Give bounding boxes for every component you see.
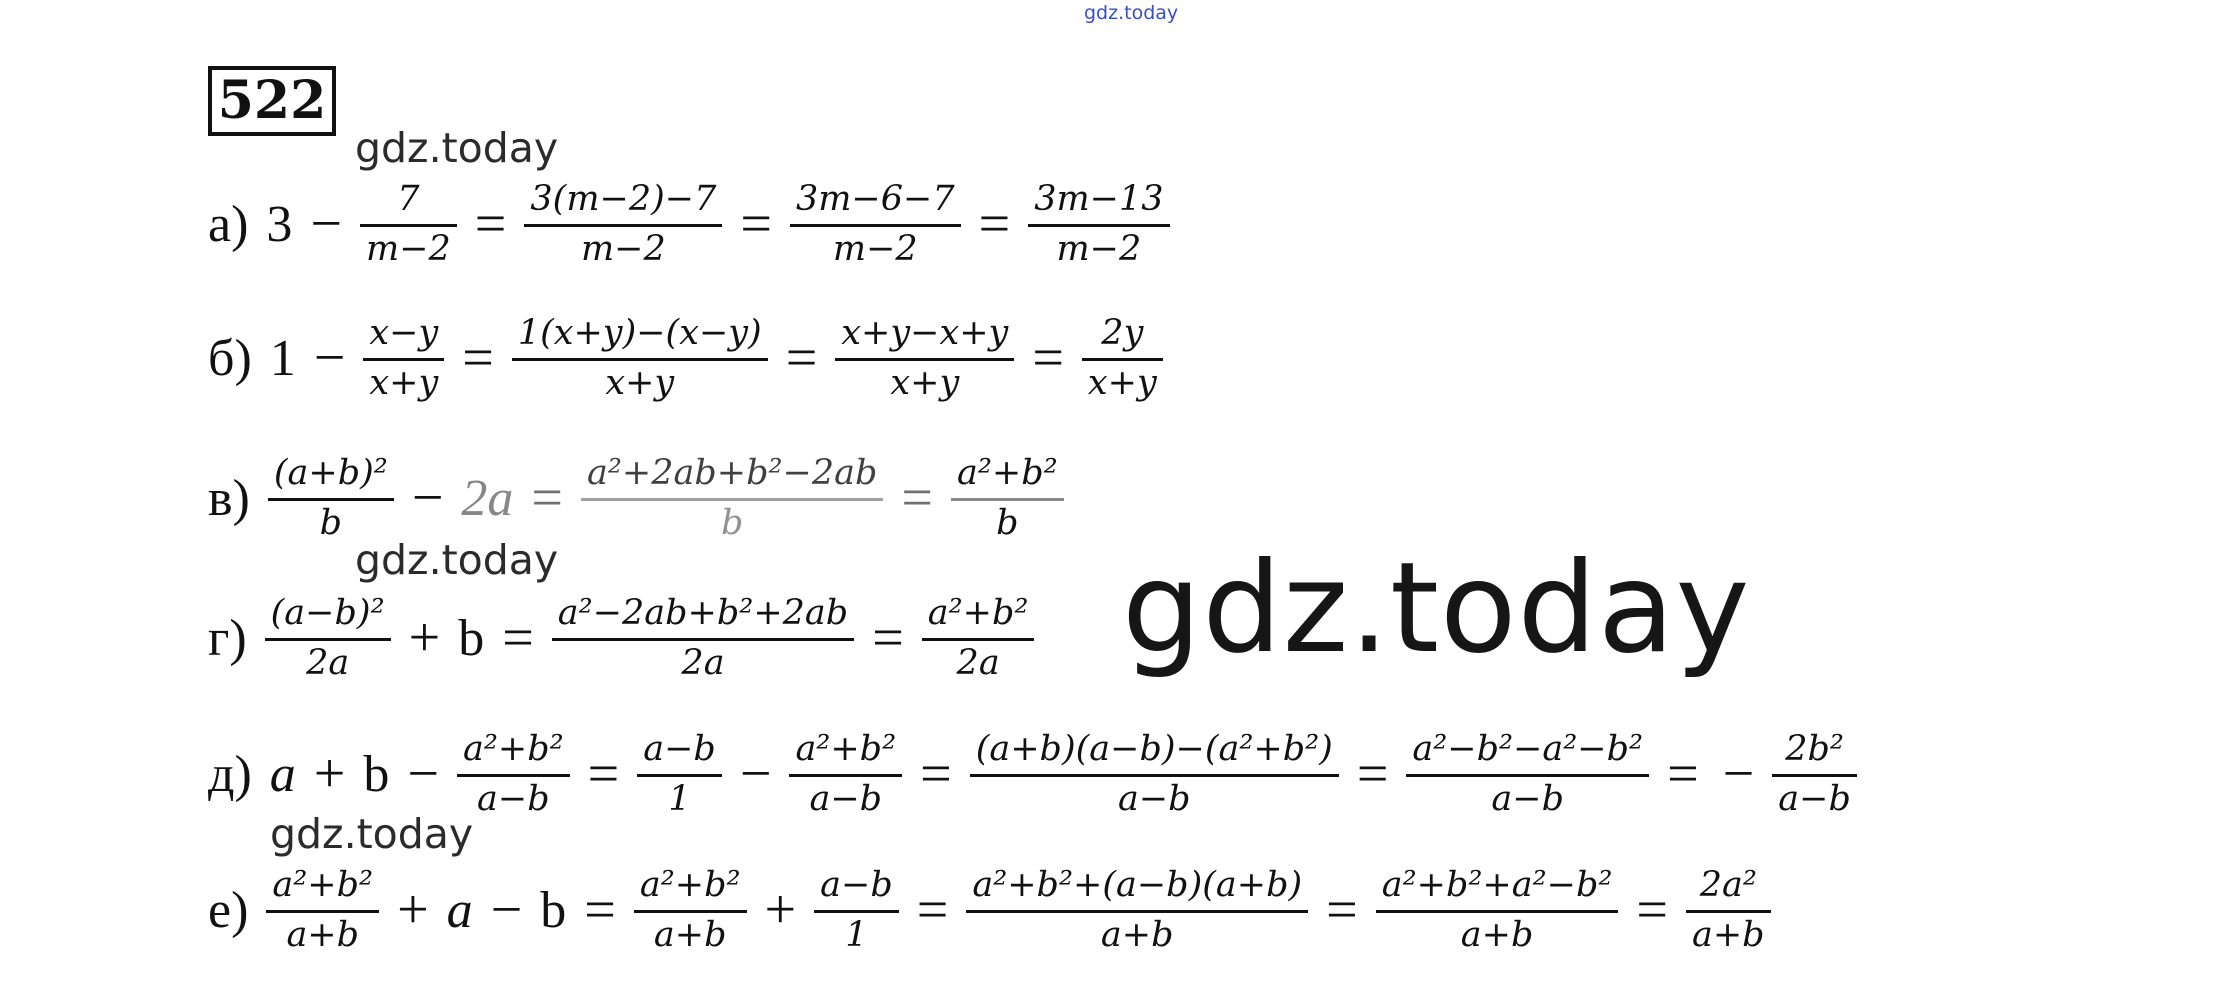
fraction-bar: [581, 498, 883, 501]
denominator: a−b: [1491, 778, 1565, 819]
problem-number-badge: 522: [208, 66, 336, 136]
equation-row-a: [208, 176, 1176, 272]
row-label: б): [208, 329, 252, 387]
fraction: [1686, 865, 1771, 955]
term: b: [540, 881, 567, 939]
denominator: a+b: [1100, 914, 1174, 955]
equals-sign: =: [502, 607, 534, 669]
row-label: г): [208, 609, 247, 667]
fraction-bar: [814, 910, 899, 913]
operator: −: [1722, 743, 1755, 805]
fraction: [966, 865, 1308, 955]
term: 1: [269, 329, 296, 387]
term: b: [458, 609, 485, 667]
numerator: a²−b²−a²−b²: [1412, 729, 1644, 770]
equation-row-d: [208, 726, 1863, 822]
operator: −: [739, 743, 772, 805]
fraction: [524, 179, 722, 269]
numerator: a²+b²+(a−b)(a+b): [972, 865, 1303, 906]
numerator: 2a²: [1699, 865, 1757, 906]
numerator: a²−2ab+b²+2ab: [557, 593, 849, 634]
numerator: a²+b²: [639, 865, 741, 906]
fraction: [1772, 729, 1857, 819]
numerator: 7: [397, 179, 420, 220]
fraction: [922, 593, 1035, 683]
denominator: a+b: [286, 914, 360, 955]
fraction: [360, 179, 457, 269]
denominator: a−b: [1778, 778, 1851, 819]
equals-sign: =: [1326, 879, 1358, 941]
equals-sign: =: [462, 327, 494, 389]
numerator: a²+b²: [272, 865, 374, 906]
numerator: a²+b²+a²−b²: [1381, 865, 1613, 906]
numerator: x−y: [369, 313, 439, 354]
operator: +: [397, 879, 429, 941]
fraction: [835, 313, 1014, 403]
numerator: a²+b²: [927, 593, 1029, 634]
site-label: gdz.today: [1084, 2, 1179, 24]
equation-row-b: [208, 310, 1169, 406]
term: 2a: [461, 469, 514, 527]
fraction-bar: [363, 358, 444, 361]
denominator: a+b: [1460, 914, 1534, 955]
fraction-bar: [552, 638, 854, 641]
equation-row-v: [208, 450, 1070, 546]
denominator: m−2: [580, 228, 666, 269]
fraction: [951, 453, 1064, 543]
fraction: [637, 729, 722, 819]
term: b: [363, 745, 390, 803]
denominator: 1: [668, 778, 691, 819]
denominator: m−2: [832, 228, 918, 269]
fraction: [581, 453, 883, 543]
denominator: a−b: [809, 778, 883, 819]
numerator: x+y−x+y: [841, 313, 1009, 354]
fraction: [1028, 179, 1169, 269]
watermark-large: gdz.today: [1122, 536, 1751, 681]
denominator: m−2: [1056, 228, 1142, 269]
fraction-bar: [835, 358, 1014, 361]
fraction-bar: [268, 498, 394, 501]
row-label: в): [208, 469, 250, 527]
operator: −: [313, 327, 346, 389]
fraction-bar: [1028, 224, 1169, 227]
equals-sign: =: [916, 879, 949, 941]
denominator: m−2: [366, 228, 451, 269]
numerator: (a+b)(a−b)−(a²+b²): [975, 729, 1333, 770]
numerator: a²+b²: [795, 729, 897, 770]
denominator: 2a: [956, 642, 1000, 683]
equals-sign: =: [901, 467, 933, 529]
fraction-bar: [789, 774, 902, 777]
denominator: 1: [845, 914, 868, 955]
equals-sign: =: [584, 879, 616, 941]
fraction: [634, 865, 747, 955]
fraction-bar: [360, 224, 457, 227]
fraction: [1376, 865, 1619, 955]
operator: −: [310, 193, 342, 255]
equals-sign: =: [474, 193, 507, 255]
watermark-small: gdz.today: [355, 536, 559, 584]
fraction-bar: [1772, 774, 1857, 777]
denominator: x+y: [605, 362, 675, 403]
fraction-bar: [637, 774, 722, 777]
denominator: a−b: [477, 778, 550, 819]
fraction: [1082, 313, 1163, 403]
fraction: [814, 865, 899, 955]
equals-sign: =: [740, 193, 772, 255]
equals-sign: =: [1032, 327, 1064, 389]
denominator: x+y: [1087, 362, 1157, 403]
numerator: 3m−13: [1034, 179, 1164, 220]
equals-sign: =: [531, 467, 564, 529]
numerator: (a+b)²: [273, 453, 388, 494]
watermark-small: gdz.today: [270, 810, 474, 858]
denominator: b: [721, 502, 744, 543]
fraction: [266, 865, 379, 955]
equals-sign: =: [785, 327, 818, 389]
fraction: [457, 729, 570, 819]
denominator: x+y: [369, 362, 439, 403]
fraction-bar: [266, 910, 379, 913]
operator: +: [408, 607, 441, 669]
fraction-bar: [512, 358, 768, 361]
fraction-bar: [1686, 910, 1771, 913]
fraction-bar: [524, 224, 722, 227]
watermark-small: gdz.today: [355, 124, 559, 172]
fraction-bar: [951, 498, 1064, 501]
numerator: 2y: [1101, 313, 1144, 354]
numerator: a²+2ab+b²−2ab: [587, 453, 878, 494]
fraction-bar: [966, 910, 1308, 913]
denominator: x+y: [890, 362, 960, 403]
fraction: [970, 729, 1339, 819]
numerator: 3(m−2)−7: [530, 179, 717, 220]
equals-sign: =: [1667, 743, 1699, 805]
equals-sign: =: [587, 743, 620, 805]
fraction: [268, 453, 394, 543]
term: a: [446, 881, 473, 939]
row-label: а): [208, 195, 249, 253]
numerator: 1(x+y)−(x−y): [517, 313, 762, 354]
fraction: [552, 593, 854, 683]
equation-row-g: [208, 590, 1040, 686]
term: 3: [266, 195, 293, 253]
fraction: [512, 313, 768, 403]
fraction-bar: [790, 224, 961, 227]
fraction: [1406, 729, 1649, 819]
fraction-bar: [265, 638, 391, 641]
denominator: a+b: [653, 914, 727, 955]
denominator: b: [319, 502, 343, 543]
fraction-bar: [970, 774, 1339, 777]
operator: +: [764, 879, 797, 941]
fraction: [789, 729, 902, 819]
operator: −: [490, 879, 523, 941]
fraction-bar: [634, 910, 747, 913]
denominator: 2a: [306, 642, 350, 683]
numerator: 3m−6−7: [795, 179, 955, 220]
fraction-bar: [922, 638, 1035, 641]
denominator: b: [996, 502, 1019, 543]
term: a: [269, 745, 296, 803]
denominator: 2a: [681, 642, 725, 683]
operator: −: [407, 743, 439, 805]
numerator: 2b²: [1785, 729, 1844, 770]
denominator: a+b: [1691, 914, 1765, 955]
denominator: a−b: [1117, 778, 1191, 819]
fraction-bar: [457, 774, 570, 777]
equals-sign: =: [1636, 879, 1668, 941]
equals-sign: =: [1356, 743, 1389, 805]
fraction-bar: [1376, 910, 1619, 913]
fraction: [790, 179, 961, 269]
fraction-bar: [1082, 358, 1163, 361]
operator: −: [411, 467, 444, 529]
equals-sign: =: [978, 193, 1011, 255]
equation-row-e: [208, 862, 1777, 958]
numerator: (a−b)²: [270, 593, 385, 634]
operator: +: [313, 743, 346, 805]
equals-sign: =: [920, 743, 952, 805]
fraction: [363, 313, 444, 403]
row-label: д): [208, 745, 252, 803]
numerator: a²+b²: [462, 729, 564, 770]
equals-sign: =: [872, 607, 904, 669]
numerator: a²+b²: [957, 453, 1058, 494]
fraction: [265, 593, 391, 683]
numerator: a−b: [820, 865, 893, 906]
numerator: a−b: [643, 729, 716, 770]
fraction-bar: [1406, 774, 1649, 777]
row-label: е): [208, 881, 249, 939]
